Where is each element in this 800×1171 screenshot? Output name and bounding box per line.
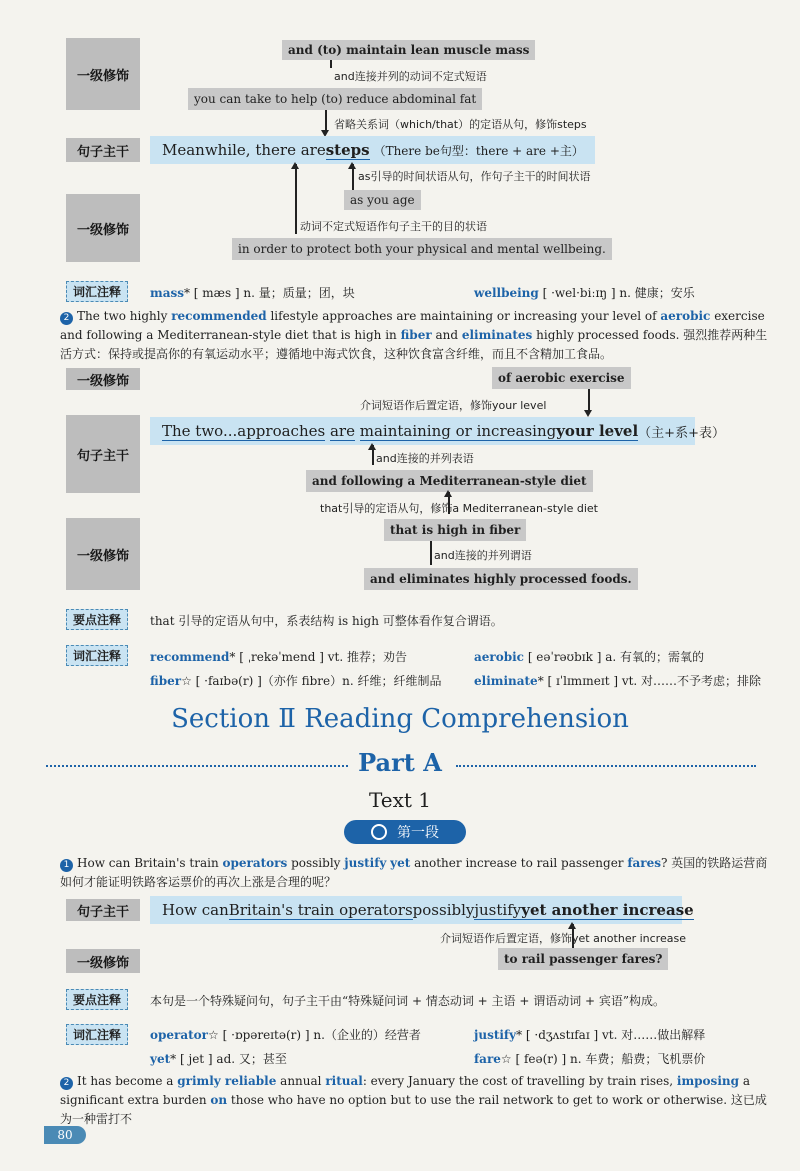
annotation-note: as引导的时间状语从句，作句子主干的时间状语 xyxy=(358,170,591,183)
label-level1-modifier: 一级修饰 xyxy=(66,38,140,110)
label-sentence-trunk: 句子主干 xyxy=(66,415,140,493)
modifier-box: you can take to help (to) reduce abdominal fat xyxy=(188,88,482,110)
keypoint-tag: 要点注释 xyxy=(66,989,128,1010)
modifier-box: and (to) maintain lean muscle mass xyxy=(282,40,535,60)
paragraph: 1 How can Britain's train operators possibly justify yet another increase to rail passenger fares? 英国的铁路运营商如何才能证明铁路客运票价的再次上涨是合理的呢？ xyxy=(60,856,768,889)
sentence-trunk: The two...approaches are maintaining or increasing your level （主+系+表） xyxy=(150,417,695,445)
paragraph: 2 It has become a grimly reliable annual ritual: every January the cost of travelling by train rises, imposing a significant extra burden on those who have no option but to use the rail network to get to work or otherwise. 这已成为一种雷打不 xyxy=(60,1074,767,1126)
vocab-item: fiber☆ [ ·faɪbə(r) ]（亦作 fibre）n. 纤维；纤维制品 xyxy=(150,674,442,688)
vocab-item: aerobic [ eəˈrəʊbɪk ] a. 有氧的；需氧的 xyxy=(474,650,704,664)
keypoint-text: that 引导的定语从句中，系表结构 is high 可整体看作复合谓语。 xyxy=(150,614,503,628)
annotation-note: 动词不定式短语作句子主干的目的状语 xyxy=(300,220,487,233)
label-sentence-trunk: 句子主干 xyxy=(66,899,140,921)
vocab-item: fare☆ [ feə(r) ] n. 车费；船费；飞机票价 xyxy=(474,1052,706,1066)
sentence-trunk: Meanwhile, there are steps （There be句型：there + are +主） xyxy=(150,136,595,164)
modifier-box: to rail passenger fares? xyxy=(498,948,668,970)
modifier-box: of aerobic exercise xyxy=(492,367,631,389)
modifier-box: as you age xyxy=(344,190,421,210)
vocab-item: mass* [ mæs ] n. 量；质量；团，块 xyxy=(150,286,355,300)
annotation-note: 介词短语作后置定语，修饰your level xyxy=(360,399,547,412)
label-level1-modifier: 一级修饰 xyxy=(66,194,140,262)
part-title: Part A xyxy=(358,748,442,777)
annotation-note: 省略关系词（which/that）的定语从句，修饰steps xyxy=(334,118,587,131)
search-icon xyxy=(371,824,387,840)
label-level1-modifier: 一级修饰 xyxy=(66,949,140,973)
modifier-box: that is high in fiber xyxy=(384,519,526,541)
annotation-note: that引导的定语从句，修饰a Mediterranean-style diet xyxy=(320,502,598,515)
section-title: Section Ⅱ Reading Comprehension xyxy=(171,704,629,734)
label-sentence-trunk: 句子主干 xyxy=(66,138,140,162)
keypoint-text: 本句是一个特殊疑问句，句子主干由“特殊疑问词 + 情态动词 + 主语 + 谓语动词 + 宾语”构成。 xyxy=(150,994,666,1008)
annotation-note: and连接的并列表语 xyxy=(376,452,474,465)
page-number: 80 xyxy=(44,1126,86,1144)
annotation-note: 介词短语作后置定语，修饰yet another increase xyxy=(440,932,686,945)
modifier-box: and following a Mediterranean-style diet xyxy=(306,470,593,492)
modifier-box: and eliminates highly processed foods. xyxy=(364,568,638,590)
vocab-tag: 词汇注释 xyxy=(66,1024,128,1045)
keypoint-tag: 要点注释 xyxy=(66,609,128,630)
text-title: Text 1 xyxy=(368,788,432,812)
annotation-note: and连接并列的动词不定式短语 xyxy=(334,70,487,83)
vocab-item: operator☆ [ ·ɒpəreɪtə(r) ] n.（企业的）经营者 xyxy=(150,1028,421,1042)
vocab-item: eliminate* [ ɪˈlɪmɪneɪt ] vt. 对……不予考虑；排除 xyxy=(474,674,762,688)
modifier-box: in order to protect both your physical and mental wellbeing. xyxy=(232,238,612,260)
paragraph: 2 The two highly recommended lifestyle approaches are maintaining or increasing your level of aerobic exercise and following a Mediterranean-style diet that is high in fiber and eliminates highly processed foods. 强烈推荐两种生活方式：保持或提高你的有氧运动水平；遵循地中海式饮食，这种饮食富含纤维，而且不含精加工食品。 xyxy=(60,309,768,361)
vocab-item: justify* [ ·dʒʌstɪfaɪ ] vt. 对……做出解释 xyxy=(474,1028,706,1042)
vocab-item: wellbeing [ ·wel·biːɪŋ ] n. 健康；安乐 xyxy=(474,286,695,300)
vocab-item: yet* [ jet ] ad. 又；甚至 xyxy=(150,1052,287,1066)
label-level1-modifier: 一级修饰 xyxy=(66,518,140,590)
annotation-note: and连接的并列谓语 xyxy=(434,549,532,562)
sentence-trunk: How can Britain's train operators possibly justify yet another increase xyxy=(150,896,682,924)
paragraph-pill: 第一段 xyxy=(344,820,466,844)
label-level1-modifier: 一级修饰 xyxy=(66,368,140,390)
vocab-tag: 词汇注释 xyxy=(66,645,128,666)
vocab-item: recommend* [ ˌrekəˈmend ] vt. 推荐；劝告 xyxy=(150,650,407,664)
vocab-tag: 词汇注释 xyxy=(66,281,128,302)
